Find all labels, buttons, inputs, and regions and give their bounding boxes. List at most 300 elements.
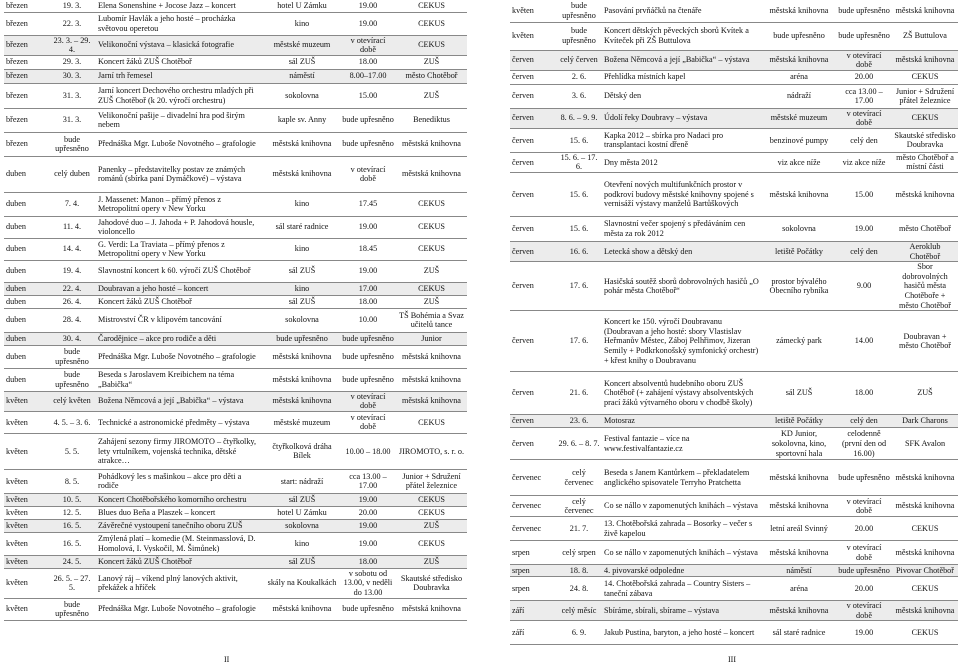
organizer-cell: JIROMOTO, s. r. o. bbox=[396, 433, 467, 469]
event-cell: Božena Němcová a její „Babička“ – výstava bbox=[96, 391, 264, 411]
month-cell: květen bbox=[4, 555, 48, 568]
date-cell: bude upřesněno bbox=[48, 598, 96, 620]
date-cell: 28. 4. bbox=[48, 308, 96, 332]
place-cell: čtyřkolková dráha Bílek bbox=[264, 433, 340, 469]
time-cell: 9.00 bbox=[836, 262, 892, 311]
place-cell: městská knihovna bbox=[264, 156, 340, 192]
month-cell: březen bbox=[4, 55, 48, 69]
organizer-cell: CEKUS bbox=[892, 70, 958, 84]
date-cell: celý srpen bbox=[556, 541, 602, 565]
date-cell: 2. 6. bbox=[556, 70, 602, 84]
date-cell: celý duben bbox=[48, 156, 96, 192]
event-row bbox=[4, 35, 467, 55]
time-cell: 18.00 bbox=[340, 295, 396, 308]
event-row bbox=[4, 506, 467, 519]
time-cell: v otevírací době bbox=[836, 108, 892, 128]
time-cell: 19.00 bbox=[340, 0, 396, 12]
event-row bbox=[4, 69, 467, 83]
event-row bbox=[4, 282, 467, 295]
date-cell: bude upřesněno bbox=[556, 0, 602, 22]
organizer-cell: CEKUS bbox=[396, 216, 467, 238]
date-cell: 23. 6. bbox=[556, 415, 602, 428]
event-cell: Zahájení sezony firmy JIROMOTO – čtyřkolky, lety vrtulníkem, vojenská technika, dětské atrakce… bbox=[96, 433, 264, 469]
event-row bbox=[510, 108, 958, 128]
place-cell: sokolovna bbox=[762, 217, 836, 242]
time-cell: 10.00 – 18.00 bbox=[340, 433, 396, 469]
date-cell: 16. 5. bbox=[48, 532, 96, 555]
event-row bbox=[510, 128, 958, 152]
place-cell: sál ZUŠ bbox=[264, 295, 340, 308]
organizer-cell: ZUŠ bbox=[396, 55, 467, 69]
month-cell: duben bbox=[4, 332, 48, 345]
date-cell: 29. 6. – 8. 7. bbox=[556, 428, 602, 460]
event-row bbox=[510, 152, 958, 172]
event-cell: Závěrečné vystoupení tanečního oboru ZUŠ bbox=[96, 519, 264, 532]
time-cell: 19.00 bbox=[340, 12, 396, 35]
place-cell: náměstí bbox=[762, 565, 836, 577]
time-cell: celý den bbox=[836, 415, 892, 428]
organizer-cell: městská knihovna bbox=[892, 601, 958, 621]
place-cell: sál ZUŠ bbox=[762, 372, 836, 415]
organizer-cell: městská knihovna bbox=[892, 50, 958, 70]
event-row bbox=[4, 493, 467, 506]
event-cell: Koncert dětských pěveckých sborů Kvítek a Kvíteček při ZŠ Buttulova bbox=[602, 22, 762, 50]
date-cell: 22. 4. bbox=[48, 282, 96, 295]
event-row bbox=[4, 192, 467, 216]
date-cell: 23. 3. – 29. 4. bbox=[48, 35, 96, 55]
time-cell: 14.00 bbox=[836, 311, 892, 372]
organizer-cell: městská knihovna bbox=[396, 156, 467, 192]
place-cell: sokolovna bbox=[264, 83, 340, 108]
month-cell: květen bbox=[4, 433, 48, 469]
place-cell: sokolovna bbox=[264, 519, 340, 532]
organizer-cell: CEKUS bbox=[892, 621, 958, 645]
time-cell: 19.00 bbox=[340, 532, 396, 555]
time-cell: v sobotu od 13.00, v neděli do 13.00 bbox=[340, 568, 396, 598]
event-row bbox=[510, 50, 958, 70]
month-cell: červen bbox=[510, 428, 556, 460]
time-cell: bude upřesněno bbox=[836, 22, 892, 50]
event-row bbox=[510, 496, 958, 517]
date-cell: 14. 4. bbox=[48, 238, 96, 260]
date-cell: 10. 5. bbox=[48, 493, 96, 506]
date-cell: celý červen bbox=[556, 50, 602, 70]
page-number-left: II bbox=[224, 655, 230, 664]
date-cell: 8. 6. – 9. 9. bbox=[556, 108, 602, 128]
month-cell: duben bbox=[4, 345, 48, 368]
event-cell: 14. Chotěbořská zahrada – Country Sisters – taneční zábava bbox=[602, 577, 762, 601]
date-cell: 15. 6. bbox=[556, 173, 602, 217]
organizer-cell: CEKUS bbox=[396, 282, 467, 295]
event-row bbox=[4, 391, 467, 411]
event-cell: Beseda s Jaroslavem Kreibichem na téma „Babička“ bbox=[96, 368, 264, 391]
date-cell: 11. 4. bbox=[48, 216, 96, 238]
place-cell: sál staré radnice bbox=[264, 216, 340, 238]
organizer-cell: městská knihovna bbox=[396, 132, 467, 156]
place-cell: letiště Počátky bbox=[762, 242, 836, 262]
date-cell: 24. 8. bbox=[556, 577, 602, 601]
place-cell: KD Junior, sokolovna, kino, sportovní hala bbox=[762, 428, 836, 460]
time-cell: 15.00 bbox=[836, 173, 892, 217]
month-cell: červenec bbox=[510, 517, 556, 541]
place-cell: kino bbox=[264, 238, 340, 260]
month-cell: červen bbox=[510, 242, 556, 262]
event-row bbox=[510, 621, 958, 645]
place-cell: náměstí bbox=[264, 69, 340, 83]
place-cell: městské muzeum bbox=[264, 411, 340, 433]
organizer-cell: CEKUS bbox=[396, 0, 467, 12]
date-cell: 31. 3. bbox=[48, 83, 96, 108]
event-cell: Velikonoční výstava – klasická fotografie bbox=[96, 35, 264, 55]
month-cell: březen bbox=[4, 35, 48, 55]
event-cell: G. Verdi: La Traviata – přímý přenos z Metropolitní opery v New Yorku bbox=[96, 238, 264, 260]
month-cell: květen bbox=[4, 506, 48, 519]
month-cell: květen bbox=[510, 22, 556, 50]
month-cell: červen bbox=[510, 372, 556, 415]
date-cell: 18. 8. bbox=[556, 565, 602, 577]
event-row bbox=[510, 22, 958, 50]
month-cell: květen bbox=[4, 469, 48, 493]
event-row bbox=[510, 84, 958, 108]
month-cell: květen bbox=[4, 532, 48, 555]
organizer-cell: Benediktus bbox=[396, 108, 467, 132]
organizer-cell: Sbor dobrovolných hasičů města Chotěboře + město Chotěboř bbox=[892, 262, 958, 311]
place-cell: letiště Počátky bbox=[762, 415, 836, 428]
month-cell: březen bbox=[4, 0, 48, 12]
event-row bbox=[4, 295, 467, 308]
time-cell: 19.00 bbox=[836, 217, 892, 242]
event-row bbox=[510, 460, 958, 496]
organizer-cell: městská knihovna bbox=[396, 391, 467, 411]
organizer-cell: CEKUS bbox=[396, 493, 467, 506]
event-row bbox=[4, 156, 467, 192]
time-cell: 17.00 bbox=[340, 282, 396, 295]
date-cell: 15. 6. – 17. 6. bbox=[556, 152, 602, 172]
month-cell: červen bbox=[510, 217, 556, 242]
time-cell: 19.00 bbox=[836, 621, 892, 645]
time-cell: bude upřesněno bbox=[340, 132, 396, 156]
event-cell: Technické a astronomické předměty – výstava bbox=[96, 411, 264, 433]
month-cell: červen bbox=[510, 128, 556, 152]
month-cell: duben bbox=[4, 192, 48, 216]
date-cell: celý měsíc bbox=[556, 601, 602, 621]
time-cell: 8.00–17.00 bbox=[340, 69, 396, 83]
event-row bbox=[4, 368, 467, 391]
organizer-cell: TŠ Bohémia a Svaz učitelů tance bbox=[396, 308, 467, 332]
time-cell: v otevírací době bbox=[340, 35, 396, 55]
event-cell: Jahodové duo – J. Jahoda + P. Jahodová housle, violoncello bbox=[96, 216, 264, 238]
event-row bbox=[510, 541, 958, 565]
event-cell: Letecká show a dětský den bbox=[602, 242, 762, 262]
place-cell: kino bbox=[264, 282, 340, 295]
event-row bbox=[4, 83, 467, 108]
date-cell: 12. 5. bbox=[48, 506, 96, 519]
left-page bbox=[4, 0, 467, 621]
event-cell: Koncert žáků ZUŠ Chotěboř bbox=[96, 295, 264, 308]
event-row bbox=[510, 601, 958, 621]
right-page bbox=[510, 0, 958, 645]
place-cell: prostor bývalého Obecního rybníka bbox=[762, 262, 836, 311]
time-cell: v otevírací době bbox=[836, 50, 892, 70]
month-cell: květen bbox=[4, 411, 48, 433]
time-cell: v otevírací době bbox=[836, 496, 892, 517]
event-row bbox=[4, 12, 467, 35]
event-row bbox=[4, 0, 467, 12]
event-cell: Motosraz bbox=[602, 415, 762, 428]
month-cell: březen bbox=[4, 108, 48, 132]
month-cell: květen bbox=[4, 598, 48, 620]
place-cell: sokolovna bbox=[264, 308, 340, 332]
place-cell: kino bbox=[264, 532, 340, 555]
date-cell: 15. 6. bbox=[556, 128, 602, 152]
event-cell: Koncert žáků ZUŠ Chotěboř bbox=[96, 55, 264, 69]
month-cell: září bbox=[510, 621, 556, 645]
events-table-right bbox=[510, 0, 958, 645]
date-cell: bude upřesněno bbox=[48, 368, 96, 391]
event-cell: Beseda s Janem Kantůrkem – překladatelem anglického spisovatele Terryho Pratchetta bbox=[602, 460, 762, 496]
organizer-cell: ZUŠ bbox=[892, 372, 958, 415]
time-cell: 18.00 bbox=[836, 372, 892, 415]
place-cell: městská knihovna bbox=[762, 496, 836, 517]
event-cell: Přednáška Mgr. Luboše Novotného – grafologie bbox=[96, 598, 264, 620]
organizer-cell: CEKUS bbox=[396, 35, 467, 55]
time-cell: 17.45 bbox=[340, 192, 396, 216]
time-cell: bude upřesněno bbox=[836, 0, 892, 22]
event-cell: Údolí řeky Doubravy – výstava bbox=[602, 108, 762, 128]
month-cell: srpen bbox=[510, 541, 556, 565]
place-cell: městské muzeum bbox=[762, 108, 836, 128]
organizer-cell: CEKUS bbox=[892, 517, 958, 541]
time-cell: 18.00 bbox=[340, 555, 396, 568]
event-row bbox=[510, 517, 958, 541]
month-cell: červen bbox=[510, 262, 556, 311]
place-cell: benzinové pumpy bbox=[762, 128, 836, 152]
time-cell: v otevírací době bbox=[836, 541, 892, 565]
month-cell: duben bbox=[4, 295, 48, 308]
event-cell: 4. pivovarské odpoledne bbox=[602, 565, 762, 577]
month-cell: červen bbox=[510, 311, 556, 372]
date-cell: 19. 4. bbox=[48, 260, 96, 282]
time-cell: v otevírací době bbox=[340, 156, 396, 192]
event-cell: Pasování prvňáčků na čtenáře bbox=[602, 0, 762, 22]
month-cell: květen bbox=[510, 0, 556, 22]
place-cell: městská knihovna bbox=[762, 460, 836, 496]
date-cell: 4. 5. – 3. 6. bbox=[48, 411, 96, 433]
event-row bbox=[4, 469, 467, 493]
place-cell: městská knihovna bbox=[264, 391, 340, 411]
date-cell: 16. 6. bbox=[556, 242, 602, 262]
time-cell: bude upřesněno bbox=[340, 332, 396, 345]
event-row bbox=[510, 217, 958, 242]
organizer-cell: městská knihovna bbox=[892, 173, 958, 217]
organizer-cell: Junior bbox=[396, 332, 467, 345]
date-cell: 21. 6. bbox=[556, 372, 602, 415]
place-cell: městská knihovna bbox=[264, 368, 340, 391]
organizer-cell: městská knihovna bbox=[892, 460, 958, 496]
organizer-cell: ZUŠ bbox=[396, 260, 467, 282]
month-cell: duben bbox=[4, 238, 48, 260]
place-cell: sál staré radnice bbox=[762, 621, 836, 645]
organizer-cell: město Chotěboř bbox=[892, 217, 958, 242]
organizer-cell: městská knihovna bbox=[396, 368, 467, 391]
time-cell: cca 13.00 – 17.00 bbox=[836, 84, 892, 108]
organizer-cell: Doubravan + město Chotěboř bbox=[892, 311, 958, 372]
event-row bbox=[510, 415, 958, 428]
date-cell: 26. 4. bbox=[48, 295, 96, 308]
event-row bbox=[4, 132, 467, 156]
organizer-cell: CEKUS bbox=[396, 411, 467, 433]
event-cell: Jarní koncert Dechového orchestru mladých při ZUŠ Chotěboř (k 20. výročí orchestru) bbox=[96, 83, 264, 108]
time-cell: 18.00 bbox=[340, 55, 396, 69]
time-cell: v otevírací době bbox=[836, 601, 892, 621]
month-cell: červen bbox=[510, 70, 556, 84]
place-cell: kino bbox=[264, 12, 340, 35]
organizer-cell: město Chotěboř a místní části bbox=[892, 152, 958, 172]
place-cell: bude upřesněno bbox=[762, 22, 836, 50]
event-cell: Koncert žáků ZUŠ Chotěboř bbox=[96, 555, 264, 568]
time-cell: 10.00 bbox=[340, 308, 396, 332]
date-cell: 17. 6. bbox=[556, 311, 602, 372]
month-cell: březen bbox=[4, 83, 48, 108]
event-cell: Pohádkový les s mašinkou – akce pro děti a rodiče bbox=[96, 469, 264, 493]
place-cell: sál ZUŠ bbox=[264, 493, 340, 506]
organizer-cell: město Chotěboř bbox=[396, 69, 467, 83]
date-cell: celý červenec bbox=[556, 460, 602, 496]
date-cell: 17. 6. bbox=[556, 262, 602, 311]
month-cell: červenec bbox=[510, 460, 556, 496]
organizer-cell: CEKUS bbox=[892, 108, 958, 128]
place-cell: bude upřesněno bbox=[264, 332, 340, 345]
time-cell: v otevírací době bbox=[340, 391, 396, 411]
month-cell: srpen bbox=[510, 577, 556, 601]
organizer-cell: ZUŠ bbox=[396, 295, 467, 308]
time-cell: bude upřesněno bbox=[340, 108, 396, 132]
event-cell: Mistrovství ČR v klipovém tancování bbox=[96, 308, 264, 332]
event-row bbox=[510, 311, 958, 372]
month-cell: březen bbox=[4, 69, 48, 83]
place-cell: hotel U Zámku bbox=[264, 506, 340, 519]
date-cell: 29. 3. bbox=[48, 55, 96, 69]
event-row bbox=[4, 238, 467, 260]
event-row bbox=[510, 242, 958, 262]
event-cell: Přednáška Mgr. Luboše Novotného – grafologie bbox=[96, 345, 264, 368]
month-cell: květen bbox=[4, 391, 48, 411]
event-row bbox=[510, 0, 958, 22]
date-cell: 6. 9. bbox=[556, 621, 602, 645]
date-cell: 31. 3. bbox=[48, 108, 96, 132]
event-cell: Zmýlená platí – komedie (M. Steinmasslová, D. Homolová, I. Vyskočil, M. Šimůnek) bbox=[96, 532, 264, 555]
month-cell: duben bbox=[4, 156, 48, 192]
month-cell: duben bbox=[4, 282, 48, 295]
event-cell: Jarní trh řemesel bbox=[96, 69, 264, 83]
organizer-cell: CEKUS bbox=[892, 577, 958, 601]
event-cell: Co se nállo v zapomenutých knihách – výstava bbox=[602, 541, 762, 565]
date-cell: 15. 6. bbox=[556, 217, 602, 242]
month-cell: červen bbox=[510, 108, 556, 128]
event-cell: Jakub Pustina, baryton, a jeho hosté – koncert bbox=[602, 621, 762, 645]
organizer-cell: městská knihovna bbox=[892, 496, 958, 517]
time-cell: 15.00 bbox=[340, 83, 396, 108]
date-cell: 30. 3. bbox=[48, 69, 96, 83]
place-cell: aréna bbox=[762, 70, 836, 84]
event-cell: Co se nállo v zapomenutých knihách – výstava bbox=[602, 496, 762, 517]
month-cell: duben bbox=[4, 216, 48, 238]
month-cell: duben bbox=[4, 368, 48, 391]
place-cell: nádraží bbox=[762, 84, 836, 108]
month-cell: srpen bbox=[510, 565, 556, 577]
event-row bbox=[510, 577, 958, 601]
event-row bbox=[4, 260, 467, 282]
organizer-cell: CEKUS bbox=[396, 12, 467, 35]
event-cell: Lanový ráj – víkend plný lanových aktivit, překážek a hříček bbox=[96, 568, 264, 598]
place-cell: městské muzeum bbox=[264, 35, 340, 55]
time-cell: 19.00 bbox=[340, 519, 396, 532]
place-cell: městská knihovna bbox=[264, 132, 340, 156]
event-cell: Velikonoční pašije – divadelní hra pod širým nebem bbox=[96, 108, 264, 132]
organizer-cell: CEKUS bbox=[396, 506, 467, 519]
event-cell: Doubravan a jeho hosté – koncert bbox=[96, 282, 264, 295]
organizer-cell: ZŠ Buttulova bbox=[892, 22, 958, 50]
time-cell: 19.00 bbox=[340, 260, 396, 282]
event-row bbox=[4, 108, 467, 132]
event-row bbox=[4, 308, 467, 332]
month-cell: červen bbox=[510, 415, 556, 428]
organizer-cell: Junior + Sdružení přátel železnice bbox=[396, 469, 467, 493]
event-row bbox=[4, 216, 467, 238]
date-cell: 24. 5. bbox=[48, 555, 96, 568]
time-cell: 20.00 bbox=[340, 506, 396, 519]
event-row bbox=[4, 532, 467, 555]
place-cell: viz akce níže bbox=[762, 152, 836, 172]
time-cell: 18.45 bbox=[340, 238, 396, 260]
date-cell: bude upřesněno bbox=[48, 132, 96, 156]
event-cell: Slavnostní koncert k 60. výročí ZUŠ Chotěboř bbox=[96, 260, 264, 282]
date-cell: 7. 4. bbox=[48, 192, 96, 216]
organizer-cell: městská knihovna bbox=[892, 541, 958, 565]
time-cell: celodenně (první den od 16.00) bbox=[836, 428, 892, 460]
time-cell: 19.00 bbox=[340, 493, 396, 506]
time-cell: bude upřesněno bbox=[836, 460, 892, 496]
event-cell: Blues duo Beňa a Plaszek – koncert bbox=[96, 506, 264, 519]
event-cell: Čarodějnice – akce pro rodiče a děti bbox=[96, 332, 264, 345]
date-cell: 3. 6. bbox=[556, 84, 602, 108]
time-cell: cca 13.00 – 17.00 bbox=[340, 469, 396, 493]
month-cell: březen bbox=[4, 12, 48, 35]
place-cell: letní areál Svinný bbox=[762, 517, 836, 541]
date-cell: 19. 3. bbox=[48, 0, 96, 12]
event-cell: Otevření nových multifunkčních prostor v podkroví budovy městské knihovny spojené s vernisáží výstavy manželů Bartůškových bbox=[602, 173, 762, 217]
month-cell: září bbox=[510, 601, 556, 621]
place-cell: sál ZUŠ bbox=[264, 555, 340, 568]
month-cell: duben bbox=[4, 260, 48, 282]
date-cell: 8. 5. bbox=[48, 469, 96, 493]
date-cell: 5. 5. bbox=[48, 433, 96, 469]
event-cell: Kapka 2012 – sbírka pro Nadaci pro transplantaci kostní dřeně bbox=[602, 128, 762, 152]
month-cell: květen bbox=[4, 493, 48, 506]
event-row bbox=[4, 598, 467, 620]
time-cell: celý den bbox=[836, 128, 892, 152]
event-cell: Koncert Chotěbořského komorního orchestru bbox=[96, 493, 264, 506]
place-cell: zámecký park bbox=[762, 311, 836, 372]
event-row bbox=[4, 433, 467, 469]
event-row bbox=[510, 262, 958, 311]
month-cell: duben bbox=[4, 308, 48, 332]
organizer-cell: městská knihovna bbox=[396, 345, 467, 368]
event-cell: Lubomír Havlák a jeho hosté – procházka světovou operetou bbox=[96, 12, 264, 35]
time-cell: bude upřesněno bbox=[836, 565, 892, 577]
event-cell: Koncert absolventů hudebního oboru ZUŠ Chotěboř (+ zahájení výstavy absolventských prací žáků výtvarného oboru v chodbě školy) bbox=[602, 372, 762, 415]
event-row bbox=[4, 332, 467, 345]
